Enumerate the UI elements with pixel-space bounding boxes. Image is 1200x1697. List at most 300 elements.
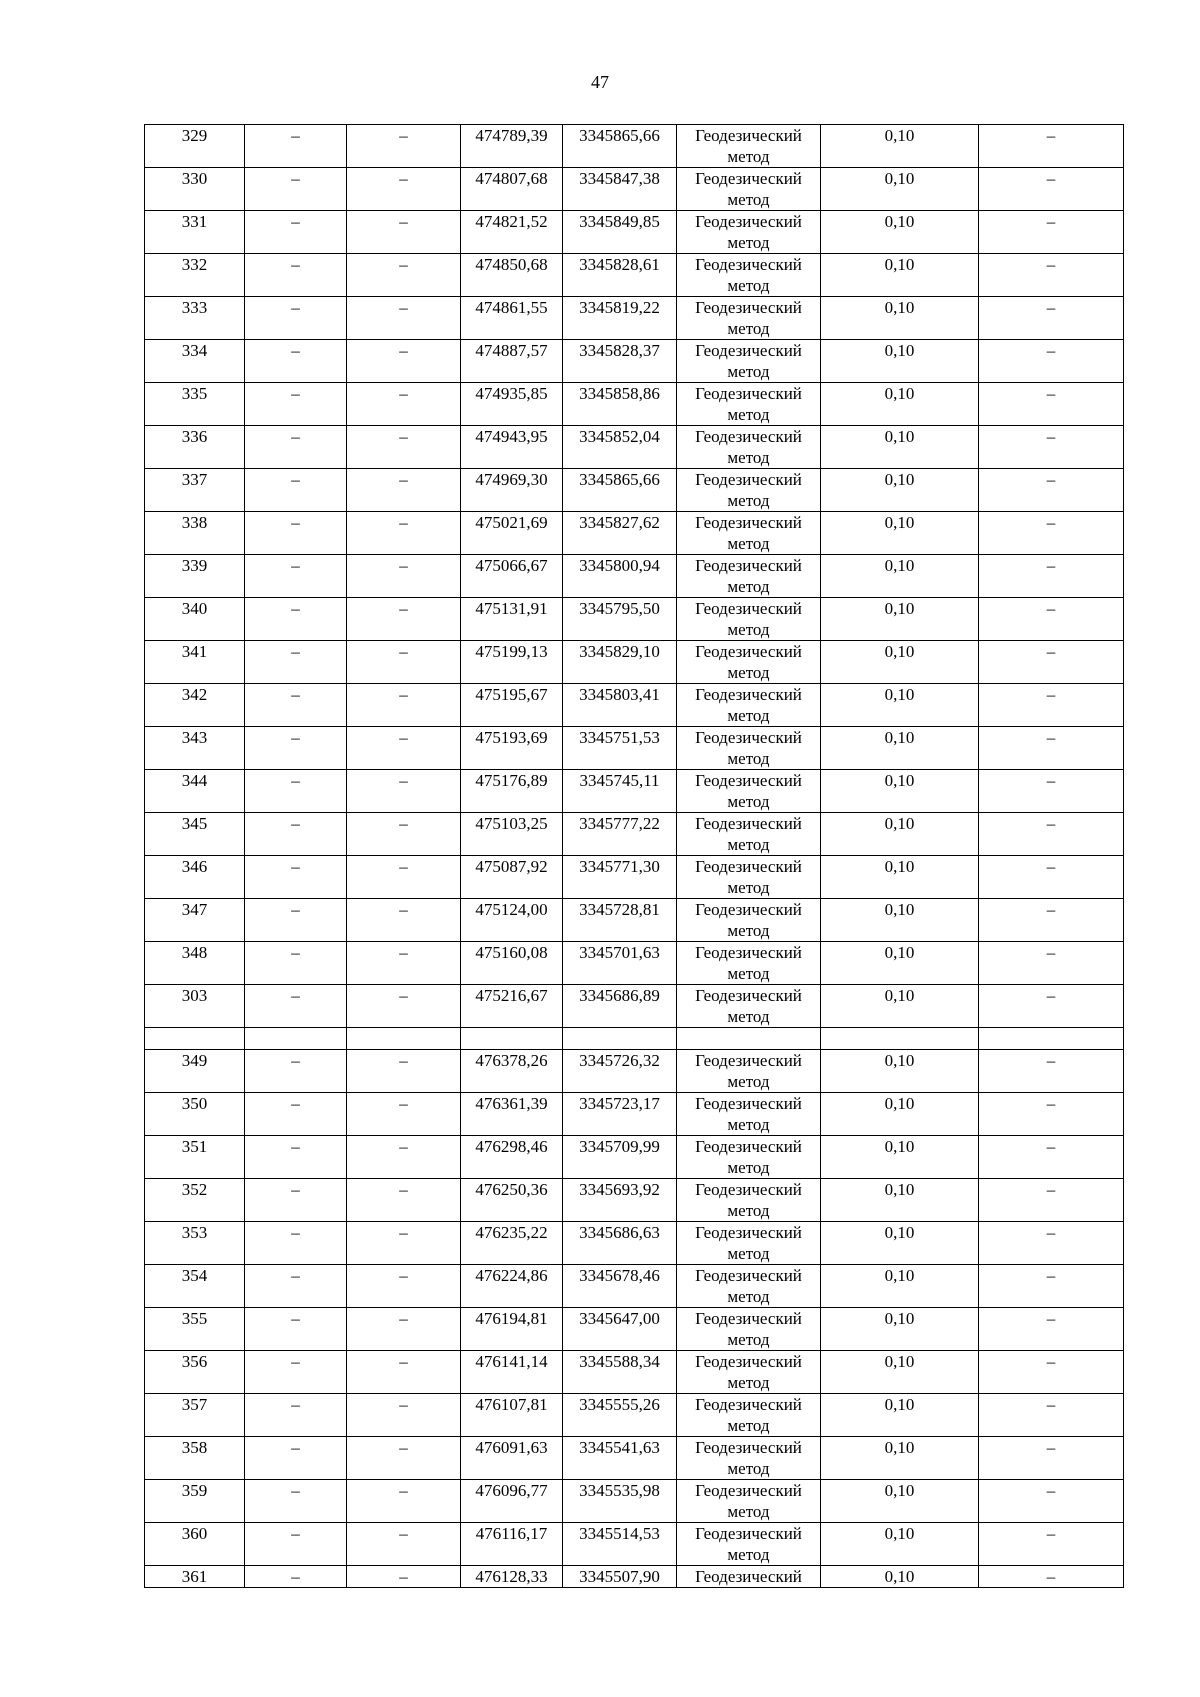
table-row bbox=[145, 1308, 1124, 1351]
empty-cell bbox=[347, 1028, 461, 1050]
method-cell bbox=[677, 555, 821, 598]
method-line-2: метод bbox=[727, 792, 770, 811]
description-cell: – bbox=[979, 1093, 1124, 1136]
coord-x-cell: 476250,36 bbox=[461, 1179, 563, 1222]
method-line-1: Геодезический bbox=[695, 1266, 802, 1285]
method-cell bbox=[677, 1222, 821, 1265]
dash-cell: – bbox=[347, 1480, 461, 1523]
empty-cell bbox=[563, 1028, 677, 1050]
dash-cell: – bbox=[347, 1394, 461, 1437]
dash-cell: – bbox=[245, 125, 347, 168]
dash-cell: – bbox=[347, 1308, 461, 1351]
coord-x-cell: 474935,85 bbox=[461, 383, 563, 426]
coord-y-cell: 3345728,81 bbox=[563, 899, 677, 942]
description-cell: – bbox=[979, 1136, 1124, 1179]
method-line-1: Геодезический bbox=[695, 943, 802, 962]
method-line-2: метод bbox=[727, 663, 770, 682]
table-row bbox=[145, 340, 1124, 383]
dash-cell: – bbox=[245, 1437, 347, 1480]
method-line-2: метод bbox=[727, 577, 770, 596]
description-cell: – bbox=[979, 512, 1124, 555]
method-line-2: метод bbox=[727, 1330, 770, 1349]
dash-cell: – bbox=[347, 598, 461, 641]
method-line-2: метод bbox=[727, 405, 770, 424]
method-cell bbox=[677, 1136, 821, 1179]
table-row bbox=[145, 985, 1124, 1028]
method-line-1: Геодезический bbox=[695, 900, 802, 919]
method-line-2: метод bbox=[727, 534, 770, 553]
method-cell bbox=[677, 684, 821, 727]
point-number-cell: 361 bbox=[145, 1566, 245, 1588]
method-cell bbox=[677, 1265, 821, 1308]
accuracy-cell: 0,10 bbox=[821, 125, 979, 168]
method-line-1: Геодезический bbox=[695, 470, 802, 489]
method-line-2: метод bbox=[727, 1416, 770, 1435]
dash-cell: – bbox=[347, 340, 461, 383]
table-row bbox=[145, 469, 1124, 512]
coord-y-cell: 3345588,34 bbox=[563, 1351, 677, 1394]
dash-cell: – bbox=[245, 1179, 347, 1222]
method-cell bbox=[677, 899, 821, 942]
coord-x-cell: 475193,69 bbox=[461, 727, 563, 770]
coord-x-cell: 476194,81 bbox=[461, 1308, 563, 1351]
method-line-2: метод bbox=[727, 362, 770, 381]
point-number-cell: 334 bbox=[145, 340, 245, 383]
table-row bbox=[145, 1222, 1124, 1265]
method-line-1: Геодезический bbox=[695, 728, 802, 747]
coord-x-cell: 476107,81 bbox=[461, 1394, 563, 1437]
description-cell: – bbox=[979, 1480, 1124, 1523]
dash-cell: – bbox=[245, 1265, 347, 1308]
table-row bbox=[145, 1351, 1124, 1394]
coord-y-cell: 3345803,41 bbox=[563, 684, 677, 727]
description-cell: – bbox=[979, 555, 1124, 598]
dash-cell: – bbox=[245, 340, 347, 383]
description-cell: – bbox=[979, 1523, 1124, 1566]
method-cell bbox=[677, 297, 821, 340]
table-row bbox=[145, 125, 1124, 168]
method-line-1: Геодезический bbox=[695, 1352, 802, 1371]
accuracy-cell: 0,10 bbox=[821, 1222, 979, 1265]
description-cell: – bbox=[979, 899, 1124, 942]
description-cell: – bbox=[979, 1394, 1124, 1437]
accuracy-cell: 0,10 bbox=[821, 770, 979, 813]
coord-y-cell: 3345555,26 bbox=[563, 1394, 677, 1437]
table-row bbox=[145, 211, 1124, 254]
method-cell bbox=[677, 1351, 821, 1394]
accuracy-cell: 0,10 bbox=[821, 383, 979, 426]
method-cell bbox=[677, 1179, 821, 1222]
accuracy-cell: 0,10 bbox=[821, 555, 979, 598]
table-row bbox=[145, 254, 1124, 297]
accuracy-cell: 0,10 bbox=[821, 340, 979, 383]
coord-x-cell: 474943,95 bbox=[461, 426, 563, 469]
dash-cell: – bbox=[347, 469, 461, 512]
coord-x-cell: 474969,30 bbox=[461, 469, 563, 512]
accuracy-cell: 0,10 bbox=[821, 1136, 979, 1179]
method-line-2: метод bbox=[727, 190, 770, 209]
method-line-1: Геодезический bbox=[695, 427, 802, 446]
method-line-1: Геодезический bbox=[695, 685, 802, 704]
method-line-2: метод bbox=[727, 448, 770, 467]
description-cell: – bbox=[979, 1222, 1124, 1265]
dash-cell: – bbox=[245, 211, 347, 254]
accuracy-cell: 0,10 bbox=[821, 1050, 979, 1093]
dash-cell: – bbox=[245, 813, 347, 856]
accuracy-cell: 0,10 bbox=[821, 899, 979, 942]
point-number-cell: 348 bbox=[145, 942, 245, 985]
table-row bbox=[145, 1136, 1124, 1179]
coord-y-cell: 3345771,30 bbox=[563, 856, 677, 899]
description-cell: – bbox=[979, 856, 1124, 899]
dash-cell: – bbox=[347, 1437, 461, 1480]
coord-x-cell: 475131,91 bbox=[461, 598, 563, 641]
table-row bbox=[145, 1523, 1124, 1566]
point-number-cell: 356 bbox=[145, 1351, 245, 1394]
dash-cell: – bbox=[245, 426, 347, 469]
coord-y-cell: 3345828,37 bbox=[563, 340, 677, 383]
coord-x-cell: 475021,69 bbox=[461, 512, 563, 555]
coord-x-cell: 475199,13 bbox=[461, 641, 563, 684]
method-line-2: метод bbox=[727, 233, 770, 252]
coord-x-cell: 475216,67 bbox=[461, 985, 563, 1028]
coord-y-cell: 3345701,63 bbox=[563, 942, 677, 985]
method-cell bbox=[677, 813, 821, 856]
table-row bbox=[145, 856, 1124, 899]
coord-x-cell: 476128,33 bbox=[461, 1566, 563, 1588]
method-line-1: Геодезический bbox=[695, 857, 802, 876]
description-cell: – bbox=[979, 942, 1124, 985]
coord-x-cell: 476096,77 bbox=[461, 1480, 563, 1523]
empty-cell bbox=[145, 1028, 245, 1050]
coord-x-cell: 475160,08 bbox=[461, 942, 563, 985]
method-line-1: Геодезический bbox=[695, 1094, 802, 1113]
coord-y-cell: 3345800,94 bbox=[563, 555, 677, 598]
point-number-cell: 340 bbox=[145, 598, 245, 641]
coord-x-cell: 475176,89 bbox=[461, 770, 563, 813]
description-cell: – bbox=[979, 598, 1124, 641]
description-cell: – bbox=[979, 469, 1124, 512]
description-cell: – bbox=[979, 1050, 1124, 1093]
point-number-cell: 332 bbox=[145, 254, 245, 297]
coord-y-cell: 3345745,11 bbox=[563, 770, 677, 813]
dash-cell: – bbox=[347, 985, 461, 1028]
point-number-cell: 353 bbox=[145, 1222, 245, 1265]
coord-y-cell: 3345686,63 bbox=[563, 1222, 677, 1265]
method-line-2: метод bbox=[727, 1201, 770, 1220]
description-cell: – bbox=[979, 684, 1124, 727]
description-cell: – bbox=[979, 254, 1124, 297]
dash-cell: – bbox=[347, 684, 461, 727]
point-number-cell: 329 bbox=[145, 125, 245, 168]
method-line-2: метод bbox=[727, 276, 770, 295]
table-row bbox=[145, 297, 1124, 340]
point-number-cell: 333 bbox=[145, 297, 245, 340]
dash-cell: – bbox=[347, 297, 461, 340]
accuracy-cell: 0,10 bbox=[821, 512, 979, 555]
coord-x-cell: 475195,67 bbox=[461, 684, 563, 727]
coord-y-cell: 3345507,90 bbox=[563, 1566, 677, 1588]
accuracy-cell: 0,10 bbox=[821, 211, 979, 254]
point-number-cell: 344 bbox=[145, 770, 245, 813]
method-line-1: Геодезический bbox=[695, 1567, 802, 1586]
accuracy-cell: 0,10 bbox=[821, 469, 979, 512]
dash-cell: – bbox=[245, 598, 347, 641]
method-line-1: Геодезический bbox=[695, 986, 802, 1005]
dash-cell: – bbox=[245, 641, 347, 684]
coord-x-cell: 476361,39 bbox=[461, 1093, 563, 1136]
coord-y-cell: 3345541,63 bbox=[563, 1437, 677, 1480]
dash-cell: – bbox=[245, 1308, 347, 1351]
method-line-2: метод bbox=[727, 319, 770, 338]
coord-y-cell: 3345709,99 bbox=[563, 1136, 677, 1179]
point-number-cell: 357 bbox=[145, 1394, 245, 1437]
table-row bbox=[145, 1265, 1124, 1308]
table-body bbox=[145, 125, 1124, 1588]
coord-x-cell: 474789,39 bbox=[461, 125, 563, 168]
method-line-1: Геодезический bbox=[695, 513, 802, 532]
method-line-2: метод bbox=[727, 749, 770, 768]
method-cell bbox=[677, 727, 821, 770]
dash-cell: – bbox=[347, 125, 461, 168]
method-line-2: метод bbox=[727, 1158, 770, 1177]
accuracy-cell: 0,10 bbox=[821, 813, 979, 856]
point-number-cell: 355 bbox=[145, 1308, 245, 1351]
point-number-cell: 341 bbox=[145, 641, 245, 684]
method-line-1: Геодезический bbox=[695, 1395, 802, 1414]
point-number-cell: 339 bbox=[145, 555, 245, 598]
coord-x-cell: 476116,17 bbox=[461, 1523, 563, 1566]
table-row bbox=[145, 770, 1124, 813]
coord-x-cell: 475124,00 bbox=[461, 899, 563, 942]
method-line-1: Геодезический bbox=[695, 642, 802, 661]
table-row bbox=[145, 383, 1124, 426]
method-line-1: Геодезический bbox=[695, 169, 802, 188]
dash-cell: – bbox=[347, 168, 461, 211]
table-row bbox=[145, 727, 1124, 770]
coord-x-cell: 475103,25 bbox=[461, 813, 563, 856]
dash-cell: – bbox=[347, 813, 461, 856]
dash-cell: – bbox=[245, 469, 347, 512]
method-cell bbox=[677, 1093, 821, 1136]
table-row bbox=[145, 598, 1124, 641]
table-row bbox=[145, 899, 1124, 942]
point-number-cell: 350 bbox=[145, 1093, 245, 1136]
accuracy-cell: 0,10 bbox=[821, 1523, 979, 1566]
accuracy-cell: 0,10 bbox=[821, 598, 979, 641]
description-cell: – bbox=[979, 641, 1124, 684]
dash-cell: – bbox=[245, 985, 347, 1028]
coord-y-cell: 3345726,32 bbox=[563, 1050, 677, 1093]
dash-cell: – bbox=[245, 555, 347, 598]
point-number-cell: 351 bbox=[145, 1136, 245, 1179]
coordinates-table bbox=[144, 124, 1124, 1588]
coord-y-cell: 3345514,53 bbox=[563, 1523, 677, 1566]
method-cell bbox=[677, 598, 821, 641]
method-cell bbox=[677, 641, 821, 684]
method-line-1: Геодезический bbox=[695, 1051, 802, 1070]
method-cell bbox=[677, 856, 821, 899]
method-cell bbox=[677, 1394, 821, 1437]
method-cell bbox=[677, 426, 821, 469]
dash-cell: – bbox=[245, 1093, 347, 1136]
table-row bbox=[145, 555, 1124, 598]
accuracy-cell: 0,10 bbox=[821, 1566, 979, 1588]
description-cell: – bbox=[979, 1351, 1124, 1394]
dash-cell: – bbox=[347, 1093, 461, 1136]
coord-y-cell: 3345535,98 bbox=[563, 1480, 677, 1523]
point-number-cell: 342 bbox=[145, 684, 245, 727]
dash-cell: – bbox=[245, 1480, 347, 1523]
method-line-2: метод bbox=[727, 1459, 770, 1478]
method-line-1: Геодезический bbox=[695, 1223, 802, 1242]
method-line-1: Геодезический bbox=[695, 255, 802, 274]
accuracy-cell: 0,10 bbox=[821, 1351, 979, 1394]
description-cell: – bbox=[979, 383, 1124, 426]
dash-cell: – bbox=[347, 254, 461, 297]
table-row bbox=[145, 1437, 1124, 1480]
coord-y-cell: 3345795,50 bbox=[563, 598, 677, 641]
table-row bbox=[145, 512, 1124, 555]
accuracy-cell: 0,10 bbox=[821, 942, 979, 985]
dash-cell: – bbox=[347, 641, 461, 684]
dash-cell: – bbox=[347, 727, 461, 770]
dash-cell: – bbox=[245, 168, 347, 211]
dash-cell: – bbox=[245, 512, 347, 555]
dash-cell: – bbox=[245, 1222, 347, 1265]
accuracy-cell: 0,10 bbox=[821, 168, 979, 211]
method-line-2: метод bbox=[727, 878, 770, 897]
method-cell bbox=[677, 1050, 821, 1093]
description-cell: – bbox=[979, 211, 1124, 254]
accuracy-cell: 0,10 bbox=[821, 1308, 979, 1351]
method-cell bbox=[677, 125, 821, 168]
method-line-2: метод bbox=[727, 1545, 770, 1564]
method-cell bbox=[677, 1523, 821, 1566]
dash-cell: – bbox=[245, 1050, 347, 1093]
method-cell bbox=[677, 1566, 821, 1588]
coord-y-cell: 3345847,38 bbox=[563, 168, 677, 211]
method-cell bbox=[677, 211, 821, 254]
accuracy-cell: 0,10 bbox=[821, 856, 979, 899]
coord-x-cell: 474850,68 bbox=[461, 254, 563, 297]
coord-x-cell: 474821,52 bbox=[461, 211, 563, 254]
coord-x-cell: 476378,26 bbox=[461, 1050, 563, 1093]
description-cell: – bbox=[979, 426, 1124, 469]
dash-cell: – bbox=[245, 1523, 347, 1566]
method-cell bbox=[677, 168, 821, 211]
coord-x-cell: 476091,63 bbox=[461, 1437, 563, 1480]
coord-y-cell: 3345647,00 bbox=[563, 1308, 677, 1351]
description-cell: – bbox=[979, 727, 1124, 770]
method-cell bbox=[677, 1437, 821, 1480]
method-line-1: Геодезический bbox=[695, 1309, 802, 1328]
method-line-1: Геодезический bbox=[695, 599, 802, 618]
dash-cell: – bbox=[245, 727, 347, 770]
coord-y-cell: 3345829,10 bbox=[563, 641, 677, 684]
accuracy-cell: 0,10 bbox=[821, 1093, 979, 1136]
method-line-2: метод bbox=[727, 1502, 770, 1521]
method-cell bbox=[677, 254, 821, 297]
method-line-2: метод bbox=[727, 620, 770, 639]
method-cell bbox=[677, 1480, 821, 1523]
dash-cell: – bbox=[245, 856, 347, 899]
empty-cell bbox=[821, 1028, 979, 1050]
description-cell: – bbox=[979, 813, 1124, 856]
accuracy-cell: 0,10 bbox=[821, 1394, 979, 1437]
blank-separator-row bbox=[145, 1028, 1124, 1050]
point-number-cell: 352 bbox=[145, 1179, 245, 1222]
dash-cell: – bbox=[347, 555, 461, 598]
method-line-2: метод bbox=[727, 1244, 770, 1263]
table-row bbox=[145, 684, 1124, 727]
method-line-2: метод bbox=[727, 1007, 770, 1026]
coord-y-cell: 3345865,66 bbox=[563, 125, 677, 168]
method-line-1: Геодезический bbox=[695, 384, 802, 403]
dash-cell: – bbox=[347, 383, 461, 426]
coord-x-cell: 476141,14 bbox=[461, 1351, 563, 1394]
method-line-1: Геодезический bbox=[695, 212, 802, 231]
method-line-2: метод bbox=[727, 835, 770, 854]
accuracy-cell: 0,10 bbox=[821, 641, 979, 684]
dash-cell: – bbox=[245, 254, 347, 297]
method-line-2: метод bbox=[727, 1115, 770, 1134]
point-number-cell: 336 bbox=[145, 426, 245, 469]
method-cell bbox=[677, 985, 821, 1028]
method-line-1: Геодезический bbox=[695, 556, 802, 575]
table-row bbox=[145, 1566, 1124, 1588]
dash-cell: – bbox=[245, 1566, 347, 1588]
method-line-1: Геодезический bbox=[695, 1137, 802, 1156]
table-row bbox=[145, 1179, 1124, 1222]
point-number-cell: 358 bbox=[145, 1437, 245, 1480]
dash-cell: – bbox=[347, 1050, 461, 1093]
page-number: 47 bbox=[591, 72, 609, 92]
point-number-cell: 337 bbox=[145, 469, 245, 512]
dash-cell: – bbox=[347, 1351, 461, 1394]
dash-cell: – bbox=[347, 426, 461, 469]
accuracy-cell: 0,10 bbox=[821, 254, 979, 297]
coord-y-cell: 3345865,66 bbox=[563, 469, 677, 512]
dash-cell: – bbox=[245, 770, 347, 813]
accuracy-cell: 0,10 bbox=[821, 426, 979, 469]
method-line-1: Геодезический bbox=[695, 1180, 802, 1199]
accuracy-cell: 0,10 bbox=[821, 297, 979, 340]
description-cell: – bbox=[979, 340, 1124, 383]
coord-x-cell: 476235,22 bbox=[461, 1222, 563, 1265]
dash-cell: – bbox=[347, 211, 461, 254]
method-line-1: Геодезический bbox=[695, 1438, 802, 1457]
table-row bbox=[145, 1050, 1124, 1093]
accuracy-cell: 0,10 bbox=[821, 1265, 979, 1308]
dash-cell: – bbox=[347, 1523, 461, 1566]
empty-cell bbox=[245, 1028, 347, 1050]
dash-cell: – bbox=[347, 1265, 461, 1308]
point-number-cell: 349 bbox=[145, 1050, 245, 1093]
coord-y-cell: 3345858,86 bbox=[563, 383, 677, 426]
method-line-1: Геодезический bbox=[695, 341, 802, 360]
dash-cell: – bbox=[245, 383, 347, 426]
method-line-1: Геодезический bbox=[695, 771, 802, 790]
coord-y-cell: 3345828,61 bbox=[563, 254, 677, 297]
accuracy-cell: 0,10 bbox=[821, 1480, 979, 1523]
dash-cell: – bbox=[347, 1222, 461, 1265]
method-cell bbox=[677, 383, 821, 426]
description-cell: – bbox=[979, 1308, 1124, 1351]
point-number-cell: 338 bbox=[145, 512, 245, 555]
point-number-cell: 345 bbox=[145, 813, 245, 856]
table-row bbox=[145, 641, 1124, 684]
